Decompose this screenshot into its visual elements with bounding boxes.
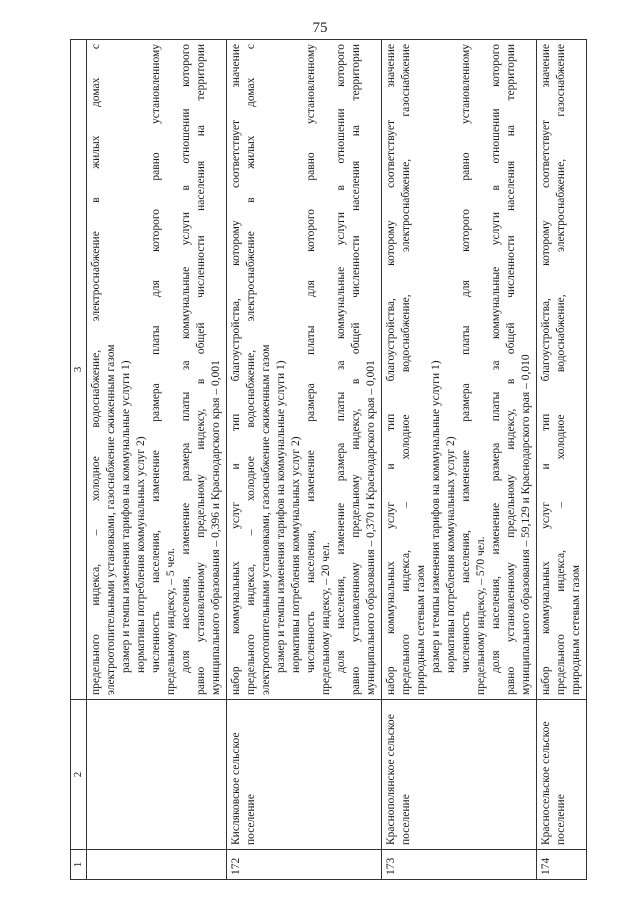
settlement-name: Красносельское сельское поселение: [537, 700, 587, 850]
detail-line: нормативы потребления коммунальных услуг 2): [290, 436, 302, 673]
detail-line: предельного индекса, – холодное водоснабжение, электроснабжение, газоснабжение: [555, 44, 567, 695]
detail-line: набор коммунальных услуг и тип благоустройства, которому соответствует значение: [385, 44, 397, 695]
detail-line: численность населения, изменение размера платы для которого равно установленному: [150, 44, 162, 673]
detail-line: муниципального образования – 0,396 и Краснодарского края – 0,001: [210, 360, 222, 695]
header-col-1: 1: [71, 850, 87, 880]
detail-line: предельному индексу, – 20 чел.: [320, 542, 332, 695]
detail-line: численность населения, изменение размера платы для которого равно установленному: [305, 44, 317, 673]
detail-line: природным сетевым газом: [415, 564, 427, 695]
row-details: [227, 40, 382, 700]
detail-line: равно установленному предельному индексу, в общей численности населения на территории: [505, 44, 517, 695]
table-row-continued: [87, 40, 227, 880]
table-row-172: [227, 40, 382, 880]
header-col-3: 3: [71, 40, 87, 700]
settlement-name: [87, 700, 227, 850]
detail-line: предельному индексу, – 5 чел.: [165, 547, 177, 695]
detail-line: предельному индексу, – 570 чел.: [475, 536, 487, 695]
utility-index-table: [70, 39, 587, 880]
rotated-table-page: [70, 40, 582, 880]
detail-line: предельного индекса, – холодное водоснабжение, электроснабжение в жилых домах с: [245, 44, 257, 695]
detail-line: размер и темпы изменения тарифов на коммунальные услуги 1): [120, 360, 132, 673]
detail-line: доля населения, изменение размера платы за коммунальные услуги в отношении которого: [180, 44, 192, 673]
row-details: [537, 40, 587, 700]
detail-line: предельного индекса, – холодное водоснабжение, электроснабжение в жилых домах с: [90, 44, 102, 695]
detail-line: набор коммунальных услуг и тип благоустройства, которому соответствует значение: [540, 44, 552, 695]
detail-line: нормативы потребления коммунальных услуг 2): [445, 436, 457, 673]
row-number: 172: [227, 850, 382, 880]
detail-line: доля населения, изменение размера платы за коммунальные услуги в отношении которого: [490, 44, 502, 673]
detail-line: размер и темпы изменения тарифов на коммунальные услуги 1): [430, 360, 442, 673]
detail-line: равно установленному предельному индексу, в общей численности населения на территории: [195, 44, 207, 695]
detail-line: доля населения, изменение размера платы за коммунальные услуги в отношении которого: [335, 44, 347, 673]
detail-line: муниципального образования – 59,129 и Краснодарского края – 0,010: [520, 354, 532, 695]
detail-line: электроотопительными установками, газоснабжение сжиженным газом: [260, 344, 272, 695]
header-col-2: 2: [71, 700, 87, 850]
row-number: 173: [382, 850, 537, 880]
row-details: [382, 40, 537, 700]
row-number: 174: [537, 850, 587, 880]
table-header-row: [71, 40, 87, 880]
table-row-173: [382, 40, 537, 880]
detail-line: природным сетевым газом: [570, 564, 582, 695]
detail-line: размер и темпы изменения тарифов на коммунальные услуги 1): [275, 360, 287, 673]
page-number: 75: [312, 20, 328, 36]
detail-line: предельного индекса, – холодное водоснабжение, электроснабжение, газоснабжение: [400, 44, 412, 695]
detail-line: нормативы потребления коммунальных услуг 2): [135, 436, 147, 673]
settlement-name: Кисляковское сельское поселение: [227, 700, 382, 850]
detail-line: набор коммунальных услуг и тип благоустройства, которому соответствует значение: [230, 44, 242, 695]
row-number: [87, 850, 227, 880]
detail-line: равно установленному предельному индексу, в общей численности населения на территории: [350, 44, 362, 695]
settlement-name: Краснополянское сельское поселение: [382, 700, 537, 850]
row-details: [87, 40, 227, 700]
detail-line: электроотопительными установками, газоснабжение сжиженным газом: [105, 344, 117, 695]
detail-line: муниципального образования – 0,370 и Краснодарского края – 0,001: [365, 360, 377, 695]
table-row-174: [537, 40, 587, 880]
detail-line: численность населения, изменение размера платы для которого равно установленному: [460, 44, 472, 673]
